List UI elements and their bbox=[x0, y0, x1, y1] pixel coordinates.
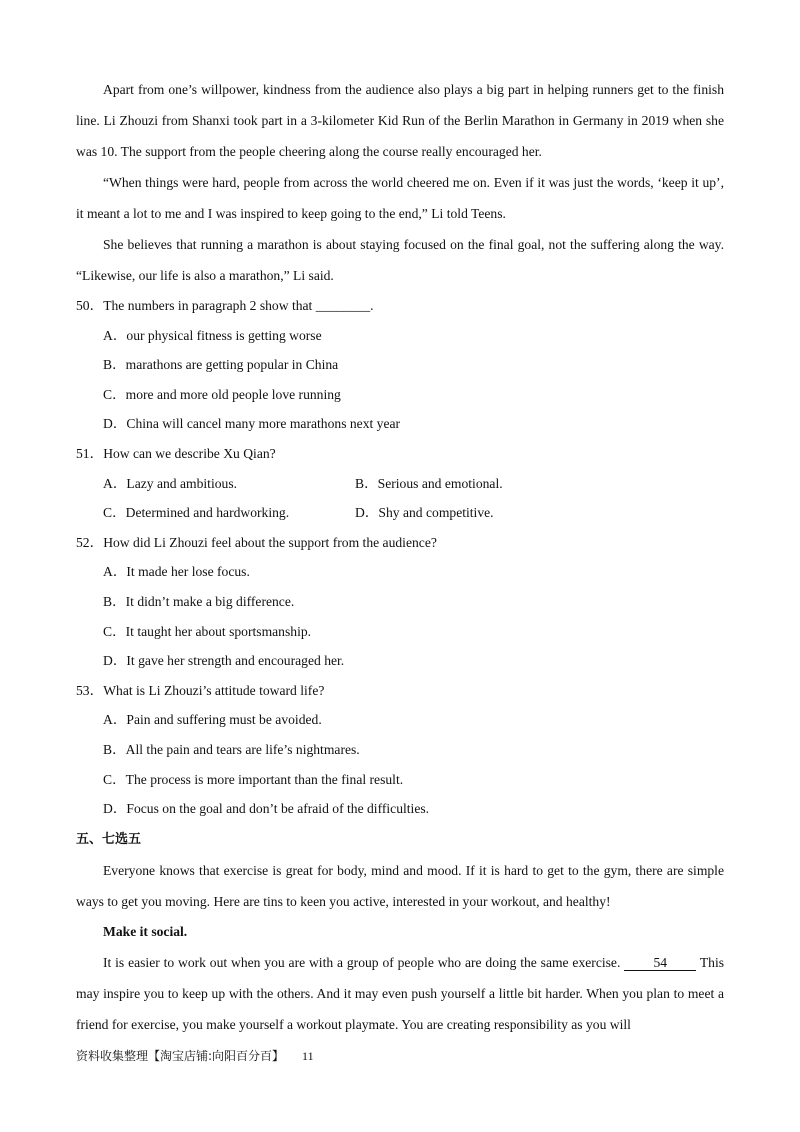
paragraph-text-before: It is easier to work out when you are with a group of people who are doing the same exercise. bbox=[103, 954, 621, 970]
option-c[interactable]: C．more and more old people love running bbox=[103, 386, 341, 402]
question-51 bbox=[76, 439, 724, 528]
question-53 bbox=[76, 676, 724, 824]
passage-paragraph-3: She believes that running a marathon is about staying focused on the final goal, not the suffering along the way. “Likewise, our life is also a marathon,” Li said. bbox=[76, 237, 724, 283]
option-a[interactable]: A．Lazy and ambitious. bbox=[103, 475, 238, 491]
question-52 bbox=[76, 528, 724, 676]
option-a[interactable]: A．Pain and suffering must be avoided. bbox=[103, 712, 322, 728]
answer-blank-54[interactable]: 54 bbox=[624, 955, 696, 971]
page-number: 11 bbox=[302, 1049, 314, 1063]
question-stem bbox=[76, 291, 724, 321]
question-stem bbox=[76, 439, 724, 469]
option-d[interactable]: D．It gave her strength and encouraged her. bbox=[103, 653, 345, 669]
option-c[interactable]: C．It taught her about sportsmanship. bbox=[103, 623, 312, 639]
question-text: The numbers in paragraph 2 show that bbox=[103, 298, 313, 313]
option-b[interactable]: B．All the pain and tears are life’s nightmares. bbox=[103, 741, 360, 757]
option-d[interactable]: D．Focus on the goal and don’t be afraid of the difficulties. bbox=[103, 801, 430, 817]
question-number: 51． bbox=[76, 445, 104, 461]
question-number: 53． bbox=[76, 682, 104, 698]
paragraph-text-after: This may inspire you to keep up with the others. And it may even push yourself a little bit harder. When you plan to meet a friend for exercise, you make yourself a workout playmate. You are creating responsibility as you will bbox=[76, 954, 725, 1032]
question-end-punctuation: . bbox=[370, 298, 374, 313]
option-d[interactable]: D．Shy and competitive. bbox=[355, 505, 494, 521]
question-50 bbox=[76, 291, 724, 439]
option-a[interactable]: A．It made her lose focus. bbox=[103, 564, 250, 580]
section-intro: Everyone knows that exercise is great for body, mind and mood. If it is hard to get to the gym, there are simple ways to get you moving. Here are tins to keen you active, interested in your workout, and healthy! bbox=[76, 862, 724, 909]
question-number: 50． bbox=[76, 298, 104, 313]
passage-paragraph-1: Apart from one’s willpower, kindness from the audience also plays a big part in helping runners get to the finish line. Li Zhouzi from Shanxi took part in a 3-kilometer Kid Run of the Berlin Marathon in Germany in 2019 when she was 10. The support from the people cheering along the course really encouraged her. bbox=[76, 82, 724, 159]
footer-source: 资料收集整理【淘宝店铺:向阳百分百】 bbox=[76, 1049, 285, 1063]
answer-blank: ________ bbox=[315, 298, 371, 313]
passage-paragraph-2: “When things were hard, people from across the world cheered me on. Even if it was just the words, ‘keep it up’, it meant a lot to me and I was inspired to keep going to the end,” Li told Teens. bbox=[76, 175, 724, 221]
section-paragraph bbox=[76, 947, 724, 1040]
question-stem bbox=[76, 528, 724, 558]
option-c[interactable]: C．The process is more important than the final result. bbox=[103, 771, 404, 787]
question-number: 52． bbox=[76, 534, 104, 550]
section-subheading: Make it social. bbox=[103, 923, 188, 939]
option-d[interactable]: D．China will cancel many more marathons next year bbox=[103, 416, 401, 432]
option-row bbox=[76, 469, 724, 499]
option-b[interactable]: B．marathons are getting popular in China bbox=[103, 357, 339, 373]
question-text: How can we describe Xu Qian? bbox=[103, 445, 276, 461]
option-b[interactable]: B．Serious and emotional. bbox=[355, 475, 503, 491]
page-footer bbox=[76, 1047, 314, 1064]
option-c[interactable]: C．Determined and hardworking. bbox=[103, 505, 290, 521]
option-row bbox=[76, 498, 724, 528]
option-a[interactable]: A．our physical fitness is getting worse bbox=[103, 327, 322, 343]
question-stem bbox=[76, 676, 724, 706]
option-b[interactable]: B．It didn’t make a big difference. bbox=[103, 593, 295, 609]
question-text: What is Li Zhouzi’s attitude toward life? bbox=[103, 682, 325, 698]
section-heading: 五、七选五 bbox=[76, 831, 142, 847]
document-page bbox=[76, 74, 724, 1040]
question-text: How did Li Zhouzi feel about the support from the audience? bbox=[103, 534, 437, 550]
